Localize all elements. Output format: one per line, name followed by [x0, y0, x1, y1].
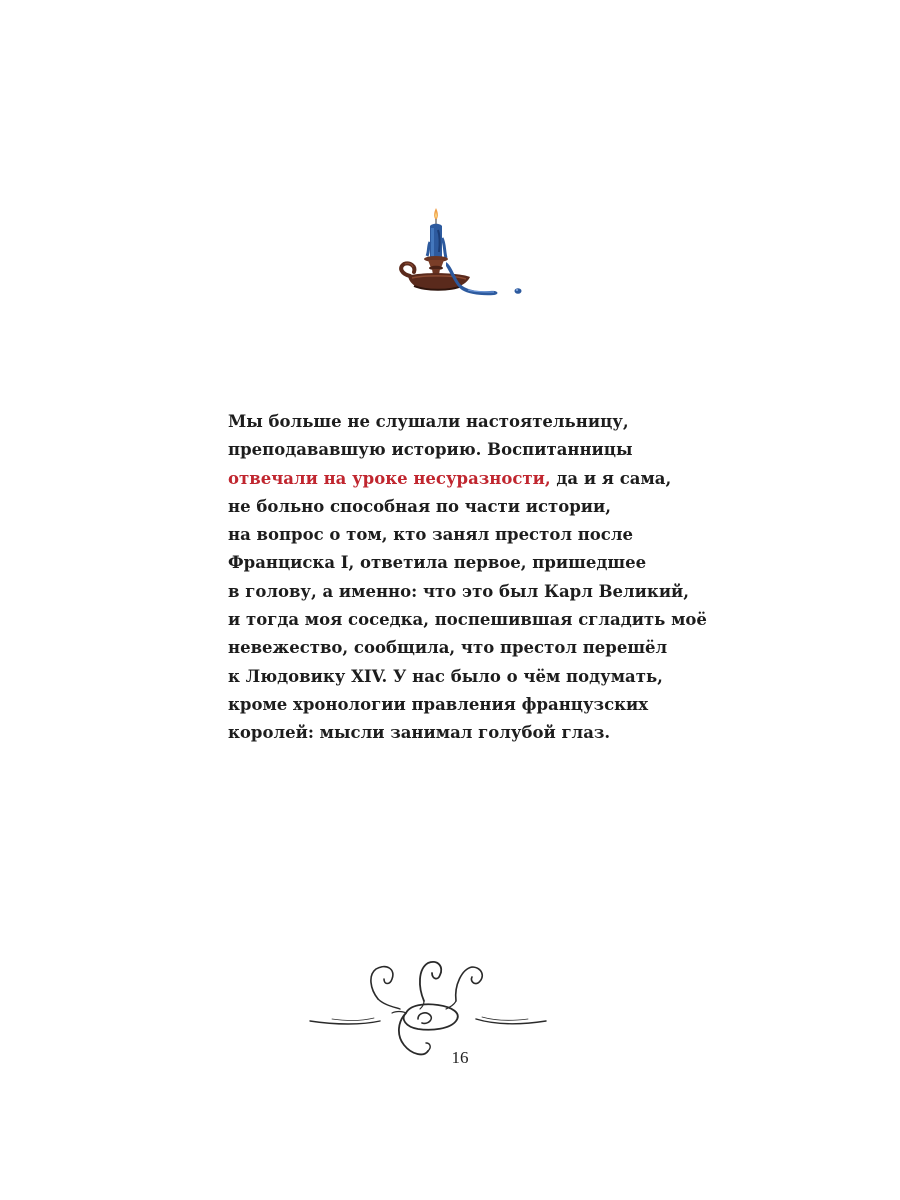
text-line: [228, 719, 708, 747]
text-segment: Франциска I, ответила первое, пришедшее: [228, 553, 647, 573]
text-line: [228, 634, 708, 662]
highlighted-phrase: отвечали на уроке несуразности,: [228, 468, 551, 488]
text-segment: королей: мысли занимал голубой глаз.: [228, 723, 611, 743]
body-text: [228, 408, 708, 748]
text-line: [228, 691, 708, 719]
text-line: [228, 465, 708, 493]
text-segment: да и я сама,: [550, 468, 672, 488]
candlestick-icon: [394, 202, 534, 302]
text-line: [228, 521, 708, 549]
text-line: [228, 663, 708, 691]
flourish-ornament-icon: [306, 955, 550, 1065]
text-segment: преподававшую историю. Воспитанницы: [228, 440, 633, 460]
page-number: 16: [451, 1048, 469, 1067]
text-line: [228, 408, 708, 436]
text-line: [228, 606, 708, 634]
text-segment: не больно способная по части истории,: [228, 496, 611, 516]
text-segment: на вопрос о том, кто занял престол после: [228, 525, 633, 545]
text-line: [228, 578, 708, 606]
text-segment: Мы больше не слушали настоятельницу,: [228, 412, 629, 431]
text-segment: кроме хронологии правления французских: [228, 694, 649, 714]
text-segment: в голову, а именно: что это был Карл Великий,: [228, 581, 690, 601]
text-segment: к Людовику XIV. У нас было о чём подумать,: [228, 666, 663, 686]
text-line: [228, 549, 708, 577]
text-segment: и тогда моя соседка, поспешившая сгладить моё: [228, 610, 707, 630]
text-segment: невежество, сообщила, что престол перешёл: [228, 638, 668, 658]
text-line: [228, 436, 708, 464]
text-line: [228, 493, 708, 521]
